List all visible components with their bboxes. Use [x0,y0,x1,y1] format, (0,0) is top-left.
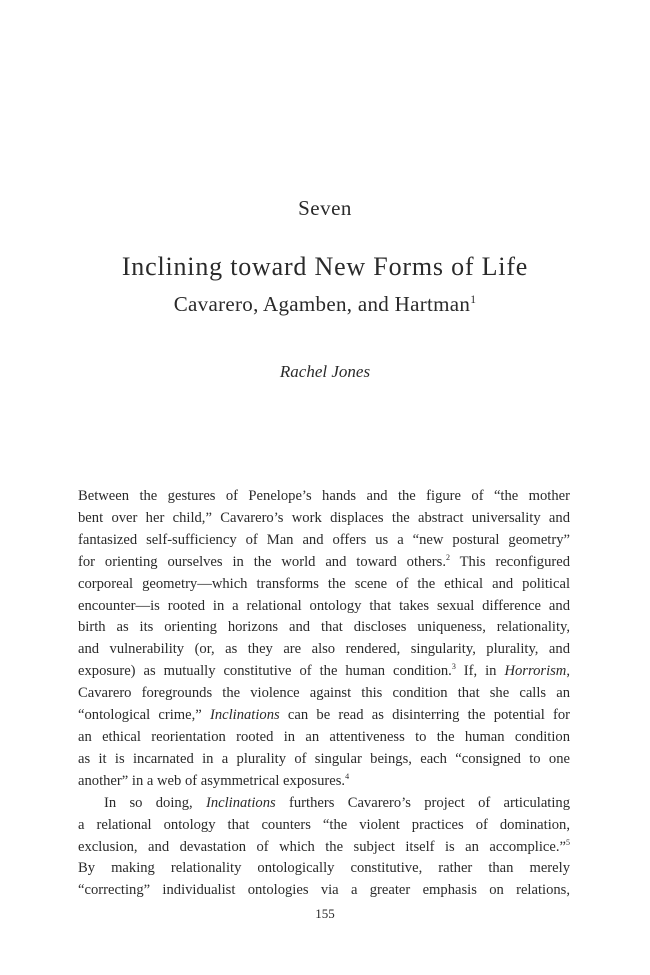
chapter-subtitle-text: Cavarero, Agamben, and Hartman [173,292,471,316]
body-text [78,486,570,902]
body-line [78,683,570,705]
body-line [78,837,570,859]
body-line-text: In so doing, [104,794,206,811]
italic-title: Horrorism [504,663,567,680]
body-line [78,771,570,793]
body-line-text: “ontological crime,” [78,707,210,724]
body-line-text: birth as its orienting horizons and that discloses uniqueness, relationality, [78,619,570,636]
body-line [78,727,570,749]
body-line-text: Between the gestures of Penelope’s hands and the figure of “the mother [78,488,570,504]
body-line [78,574,570,596]
body-line-text: Cavarero foregrounds the violence against this condition that she calls an [78,685,570,702]
footnote-marker: 1 [470,294,477,306]
body-line [78,661,570,683]
body-line-text: for orienting ourselves in the world and toward others. [78,553,446,570]
body-line-text: exposure) as mutually constitutive of the human condition. [78,663,452,680]
body-line-text: , [566,663,570,680]
body-line-text: encounter—is rooted in a relational ontology that takes sexual difference and [78,597,570,614]
body-line [78,508,570,530]
footnote-marker: 4 [345,771,350,781]
footnote-marker: 5 [565,837,570,847]
body-line-text: furthers Cavarero’s project of articulating [275,794,570,811]
italic-title: Inclinations [205,794,276,811]
body-line [78,617,570,639]
body-line-text: a relational ontology that counters “the violent practices of domination, [78,816,570,833]
body-line [78,705,570,727]
body-line [78,596,570,618]
body-line [78,793,570,815]
body-line-text: fantasized self-sufficiency of Man and offers us a “new postural geometry” [78,531,570,548]
body-line [78,486,570,508]
italic-title: Inclinations [209,707,280,724]
body-line [78,639,570,661]
footnote-marker: 3 [451,662,456,672]
chapter-subtitle [0,292,650,317]
chapter-title: Inclining toward New Forms of Life [121,252,529,281]
body-line [78,858,570,880]
chapter-number: Seven [298,196,352,220]
body-line-text: an ethical reorientation rooted in an attentiveness to the human condition [78,728,570,745]
body-line-text: By making relationality ontologically constitutive, rather than merely [78,860,570,877]
footnote-marker: 2 [446,552,451,562]
body-line-text: corporeal geometry—which transforms the scene of the ethical and political [78,575,570,592]
body-line [78,530,570,552]
body-line-text: another” in a web of asymmetrical exposures. [78,772,346,789]
body-line-text: “correcting” individualist ontologies via a greater emphasis on relations, [78,882,570,899]
body-line [78,552,570,574]
body-line [78,749,570,771]
body-line [78,815,570,837]
body-line-text: as it is incarnated in a plurality of singular beings, each “consigned to one [78,750,570,767]
body-line-text: This reconfigured [450,553,571,570]
page-number: 155 [315,906,335,921]
body-line [78,880,570,902]
body-line-text: exclusion, and devastation of which the subject itself is an accomplice.” [78,838,566,855]
body-line-text: bent over her child,” Cavarero’s work displaces the abstract universality and [78,509,570,526]
body-line-text: If, in [455,663,505,680]
body-line-text: can be read as disinterring the potential for [279,707,570,724]
body-line-text: and vulnerability (or, as they are also rendered, singularity, plurality, and [78,641,570,658]
author-name: Rachel Jones [279,362,371,381]
